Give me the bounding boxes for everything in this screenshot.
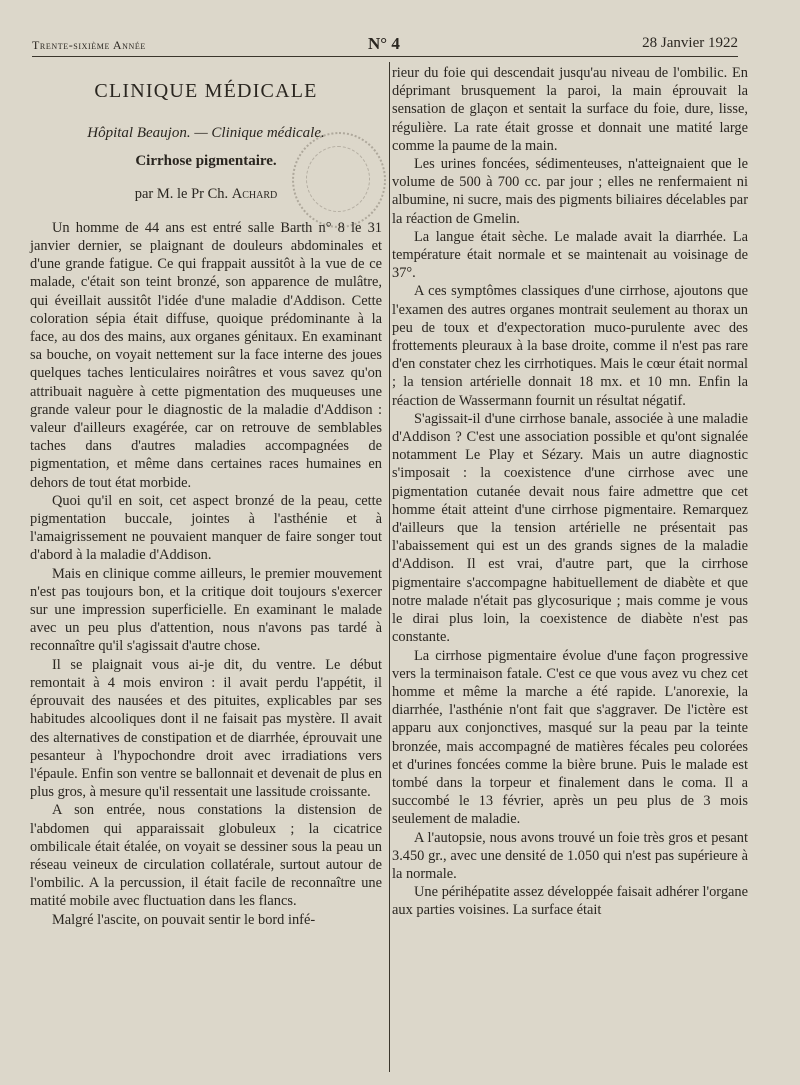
- issue-number: N° 4: [368, 34, 400, 53]
- left-column: [30, 64, 382, 929]
- hospital-line: Hôpital Beaujon. — Clinique médicale.: [87, 125, 325, 142]
- section-title: CLINIQUE MÉDICALE: [94, 80, 318, 102]
- paragraph: S'agissait-il d'une cirrhose banale, associée à une maladie d'Addison ? C'est une association possible et qu'ont signalée notamment Le Play et Sézary. Mais un autre diagnostic s'imposait : la coexistence d'une cirrhose avec une pigmentation cutanée devait nous faire admettre que cet homme était atteint d'une cirrhose pigmentaire. Remarquez d'ailleurs que la tension artérielle ne présentait pas l'abaissement qui est un des grands signes de la maladie d'Addison. Il est vrai, d'autre part, que la cirrhose pigmentaire s'accompagne habituellement de diabète et que notre malade n'était pas glycosurique ; mais comme je vous le dirai plus loin, la coexistence de diabète n'est pas constante.: [392, 410, 748, 646]
- page-header: [32, 34, 738, 57]
- article-title: Cirrhose pigmentaire.: [135, 153, 277, 170]
- paragraph: Les urines foncées, sédimenteuses, n'atteignaient que le volume de 500 à 700 cc. par jour ; elles ne renfermaient ni albumine, ni sucre, mais des pigments biliaires décelables par la réaction de Gmelin.: [392, 156, 748, 227]
- column-divider: [389, 62, 390, 1072]
- right-column: [392, 64, 748, 920]
- volume-label: Trente-sixième Année: [32, 38, 146, 52]
- paragraph: A son entrée, nous constations la distension de l'abdomen qui apparaissait globuleux ; la cicatrice ombilicale était étalée, on voyait se dessiner sous la peau un réseau veineux de circulation collatérale, surtout autour de l'ombilic. A la percussion, il était facile de reconnaître une matité mobile avec fluctuation dans les flancs.: [30, 802, 382, 910]
- paragraph: Quoi qu'il en soit, cet aspect bronzé de la peau, cette pigmentation buccale, jointes à l'asthénie et à l'amaigrissement ne pouvaient manquer de faire songer tout d'abord à la maladie d'Addison.: [30, 492, 382, 564]
- paragraph-continuation: rieur du foie qui descendait jusqu'au niveau de l'ombilic. En déprimant brusquement la paroi, la main éprouvait la sensation de glaçon et sentait la surface du foie, dure, lisse, régulière. La rate était grosse et donnait une matité large comme la paume de la main.: [392, 65, 748, 154]
- paragraph: Une périhépatite assez développée faisait adhérer l'organe aux parties voisines. La surface était: [392, 884, 748, 919]
- paragraph: Malgré l'ascite, on pouvait sentir le bord infé-: [52, 911, 316, 928]
- paragraph: Il se plaignait vous ai-je dit, du ventre. Le début remontait à 4 mois environ : il avait perdu l'appétit, il éprouvait des nausées et des pituites, explicables par ses habitudes alcooliques dont il ne faisait pas mystère. Il avait des alternatives de constipation et de diarrhée, éprouvait une pesanteur à l'hypochondre droit avec irradiations vers l'épaule. Enfin son ventre se ballonnait et devenait de plus en plus gros, à mesure qu'il ressentait une lassitude croissante.: [30, 656, 382, 801]
- paragraph: La cirrhose pigmentaire évolue d'une façon progressive vers la terminaison fatale. C'est ce que vous avez vu chez cet homme et même la marche a été rapide. L'anorexie, la diarrhée, l'asthénie n'ont fait que s'aggraver. De l'ictère est apparu aux conjonctives, masqué sur la peau par la teinte bronzée, mais accompagné de matières fécales peu colorées et d'urines foncées comme la bière brune. Puis le malade est tombé dans la torpeur et finalement dans le coma. Il a succombé le 13 février, après un peu plus de 3 mois seulement de maladie.: [392, 647, 748, 828]
- author-name: Achard: [231, 185, 278, 202]
- paragraph: Un homme de 44 ans est entré salle Barth n° 8 le 31 janvier dernier, se plaignant de douleurs abdominales et d'une grande fatigue. Ce qui frappait aussitôt à la vue de ce malade, c'était son teint bronzé, son apparence de mulâtre, qui éveillait aussitôt l'idée d'une maladie d'Addison. Cette coloration sépia était diffuse, quoique prédominante à la face, au dos des mains, aux organes génitaux. En examinant sa bouche, on voyait nettement sur la face interne des joues quelques taches lenticulaires noirâtres et vous savez qu'on attribuait naguère à cette pigmentation des muqueuses une grande valeur pour le diagnostic de la maladie d'Addison : valeur d'ailleurs exagérée, car on retrouve de semblables taches dans d'autres maladies accompagnées de pigmentation, et même dans certaines races humaines en dehors de tout état morbide.: [30, 219, 382, 491]
- byline: [30, 185, 382, 203]
- paragraph: A l'autopsie, nous avons trouvé un foie très gros et pesant 3.450 gr., avec une densité de 1.050 qui n'est pas supérieure à la normale.: [392, 829, 748, 882]
- paragraph: La langue était sèche. Le malade avait la diarrhée. La température était normale et se maintenait au voisinage de 37°.: [392, 228, 748, 282]
- byline-prefix: par M. le Pr Ch.: [134, 185, 232, 202]
- issue-date: 28 Janvier 1922: [642, 35, 738, 51]
- paragraph: A ces symptômes classiques d'une cirrhose, ajoutons que l'examen des autres organes montrait seulement au thorax un peu de toux et d'expectoration muco-purulente avec des frottements pleuraux à la base droite, comme il n'est pas rare d'en constater chez les cirrhotiques. Mais le cœur était normal ; la tension artérielle donnait 18 mx. et 10 mn. Enfin la réaction de Wassermann fournit un résultat négatif.: [392, 283, 748, 409]
- paragraph: Mais en clinique comme ailleurs, le premier mouvement n'est pas toujours bon, et la critique doit toujours s'exercer sur une impression superficielle. En examinant le malade avec un peu plus d'attention, nous n'avons pas tardé à reconnaître qu'il s'agissait d'autre chose.: [30, 565, 382, 655]
